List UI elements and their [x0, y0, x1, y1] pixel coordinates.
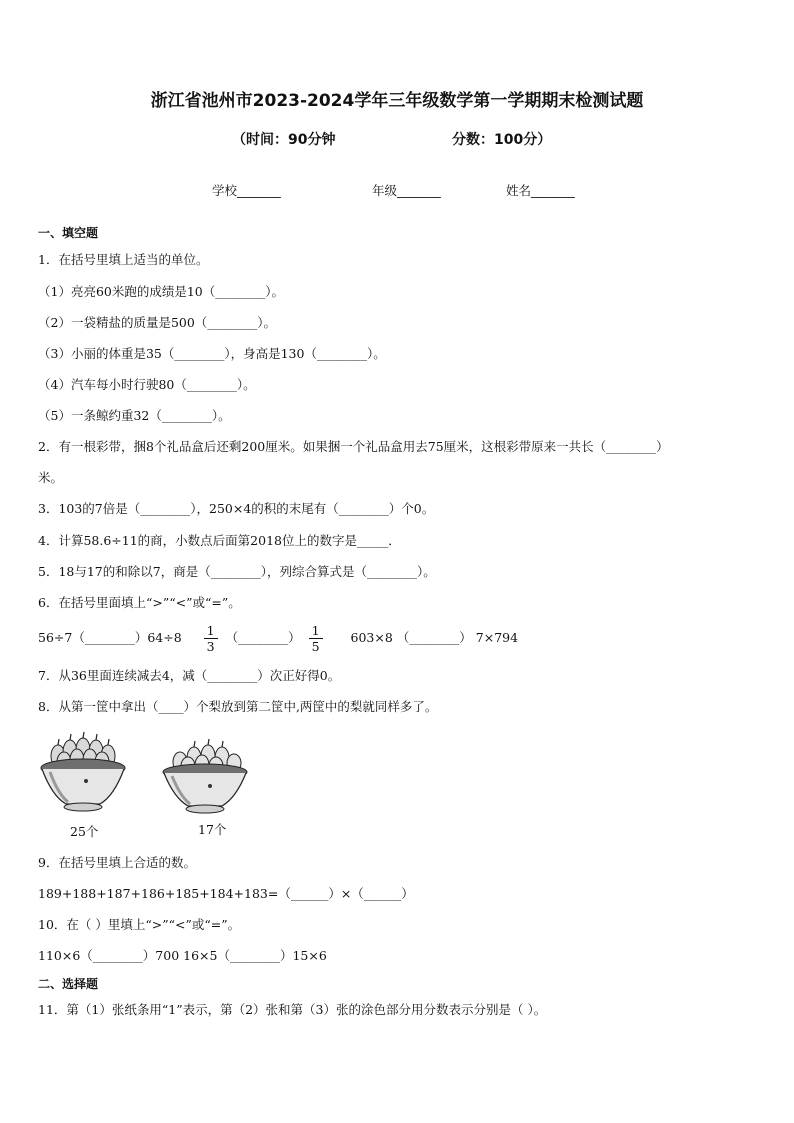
question-1-3: （3）小丽的体重是35（________），身高是130（________）。	[38, 346, 386, 361]
question-6: 6．在括号里面填上“>”“<”或“=”。	[38, 595, 241, 610]
pear-basket-1-illustration	[38, 726, 133, 818]
question-1-2: （2）一袋精盐的质量是500（________）。	[38, 315, 277, 330]
question-8: 8．从第一筐中拿出（____）个梨放到第二筐中,两筐中的梨就同样多了。	[38, 699, 438, 714]
fraction-one-fifth: $\frac{1}{5}$	[309, 623, 323, 654]
name-field: 姓名_______	[506, 183, 575, 198]
compare-a: 56÷7（________）64÷8	[38, 630, 182, 645]
question-9: 9．在括号里填上合适的数。	[38, 855, 196, 870]
question-1-5: （5）一条鲸约重32（________）。	[38, 408, 231, 423]
question-2: 2．有一根彩带，捆8个礼品盒后还剩200厘米。如果捆一个礼品盒用去75厘米，这根彩带原来一共长（________）	[38, 439, 669, 454]
page-title: 浙江省池州市2023-2024学年三年级数学第一学期期末检测试题	[150, 91, 644, 111]
school-field: 学校_______	[212, 183, 281, 198]
basket-1-caption: 25个	[70, 824, 99, 839]
score-label: 分数：100分）	[452, 132, 552, 148]
question-7: 7．从36里面连续减去4，减（________）次正好得0。	[38, 668, 341, 683]
question-11: 11．第（1）张纸条用“1”表示，第（2）张和第（3）张的涂色部分用分数表示分别是（ ）。	[38, 1002, 547, 1017]
compare-b-blank: （________）	[225, 630, 301, 645]
question-10-expression: 110×6（________）700 16×5（________）15×6	[38, 948, 327, 963]
grade-field: 年级_______	[372, 183, 441, 198]
fraction-one-third: $\frac{1}{3}$	[204, 623, 218, 654]
time-label: （时间：90分钟	[232, 132, 336, 148]
section-heading-choice: 二、选择题	[38, 977, 99, 991]
question-3: 3．103的7倍是（________），250×4的积的末尾有（________）个0。	[38, 501, 435, 516]
question-10: 10．在（ ）里填上“>”“<”或“=”。	[38, 917, 241, 932]
question-5: 5．18与17的和除以7，商是（________），列综合算式是（________）。	[38, 564, 436, 579]
section-heading-fill: 一、填空题	[38, 226, 99, 240]
pear-basket-2-illustration	[158, 736, 253, 818]
question-1-1: （1）亮亮60米跑的成绩是10（________）。	[38, 284, 285, 299]
compare-c: 603×8 （________） 7×794	[350, 630, 519, 645]
question-1-4: （4）汽车每小时行驶80（________）。	[38, 377, 256, 392]
question-2-cont: 米。	[38, 470, 64, 485]
basket-2-caption: 17个	[198, 822, 227, 837]
question-6-row	[38, 620, 518, 656]
question-9-expression: 189+188+187+186+185+184+183=（______）×（______）	[38, 886, 414, 901]
question-1: 1．在括号里填上适当的单位。	[38, 252, 209, 267]
question-4: 4．计算58.6÷11的商，小数点后面第2018位上的数字是_____．	[38, 533, 401, 548]
